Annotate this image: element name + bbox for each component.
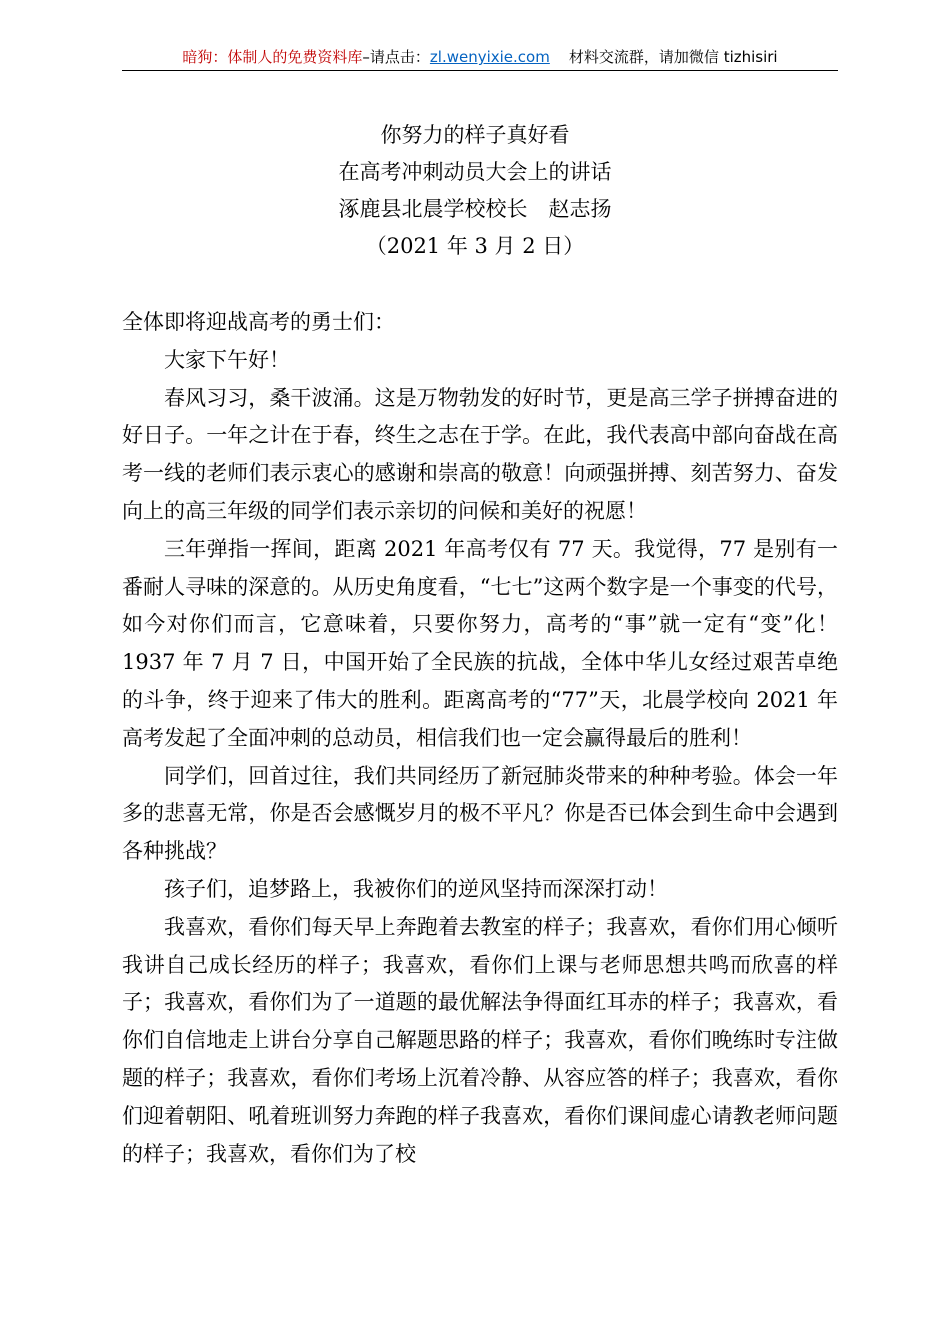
paragraph-2: 三年弹指一挥间，距离 2021 年高考仅有 77 天。我觉得，77 是别有一番耐人寻味的深意的。从历史角度看，“七七”这两个数字是一个事变的代号，如今对你们而言，它意味着，只要你努力，高考的“事”就一定有“变”化！1937 年 7 月 7 日，中国开始了全民族的抗战，全体中华儿女经过艰苦卓绝的斗争，终于迎来了伟大的胜利。距离高考的“77”天，北晨学校向 2021 年高考发起了全面冲刺的总动员，相信我们也一定会赢得最后的胜利！ bbox=[122, 536, 838, 750]
doc-title: 你努力的样子真好看 bbox=[380, 123, 570, 147]
paragraph-5: 我喜欢，看你们每天早上奔跑着去教室的样子；我喜欢，看你们用心倾听我讲自己成长经历的样子；我喜欢，看你们上课与老师思想共鸣而欣喜的样子；我喜欢，看你们为了一道题的最优解法争得面红耳赤的样子；我喜欢，看你们自信地走上讲台分享自己解题思路的样子；我喜欢，看你们晚练时专注做题的样子；我喜欢，看你们考场上沉着冷静、从容应答的样子；我喜欢，看你们迎着朝阳、吼着班训努力奔跑的样子我喜欢，看你们课间虚心请教老师问题的样子；我喜欢，看你们为了校 bbox=[122, 914, 838, 1166]
document-body bbox=[122, 304, 838, 1173]
page-header bbox=[122, 46, 838, 71]
header-link[interactable]: zl.wenyixie.com bbox=[429, 48, 550, 66]
paragraph-4: 孩子们，追梦路上，我被你们的逆风坚持而深深打动！ bbox=[164, 876, 668, 901]
doc-subtitle: 在高考冲刺动员大会上的讲话 bbox=[338, 160, 612, 184]
paragraph-1: 春风习习，桑干波涌。这是万物勃发的好时节，更是高三学子拼搏奋进的好日子。一年之计在于春，终生之志在于学。在此，我代表高中部向奋战在高考一线的老师们表示衷心的感谢和崇高的敬意！向顽强拼搏、刻苦努力、奋发向上的高三年级的同学们表示亲切的问候和美好的祝愿！ bbox=[122, 385, 838, 523]
header-note: 材料交流群，请加微信 tizhisiri bbox=[568, 48, 778, 66]
salutation: 全体即将迎战高考的勇士们： bbox=[122, 310, 395, 334]
doc-date: （2021 年 3 月 2 日） bbox=[365, 234, 585, 258]
doc-author: 涿鹿县北晨学校校长 赵志扬 bbox=[338, 197, 612, 221]
greeting: 大家下午好！ bbox=[164, 347, 290, 372]
paragraph-3: 同学们，回首过往，我们共同经历了新冠肺炎带来的种种考验。体会一年多的悲喜无常，你是否会感慨岁月的极不平凡？你是否已体会到生命中会遇到各种挑战？ bbox=[122, 763, 838, 864]
header-brand: 暗狗：体制人的免费资料库 bbox=[182, 48, 363, 66]
header-prompt: –请点击： bbox=[362, 48, 430, 66]
